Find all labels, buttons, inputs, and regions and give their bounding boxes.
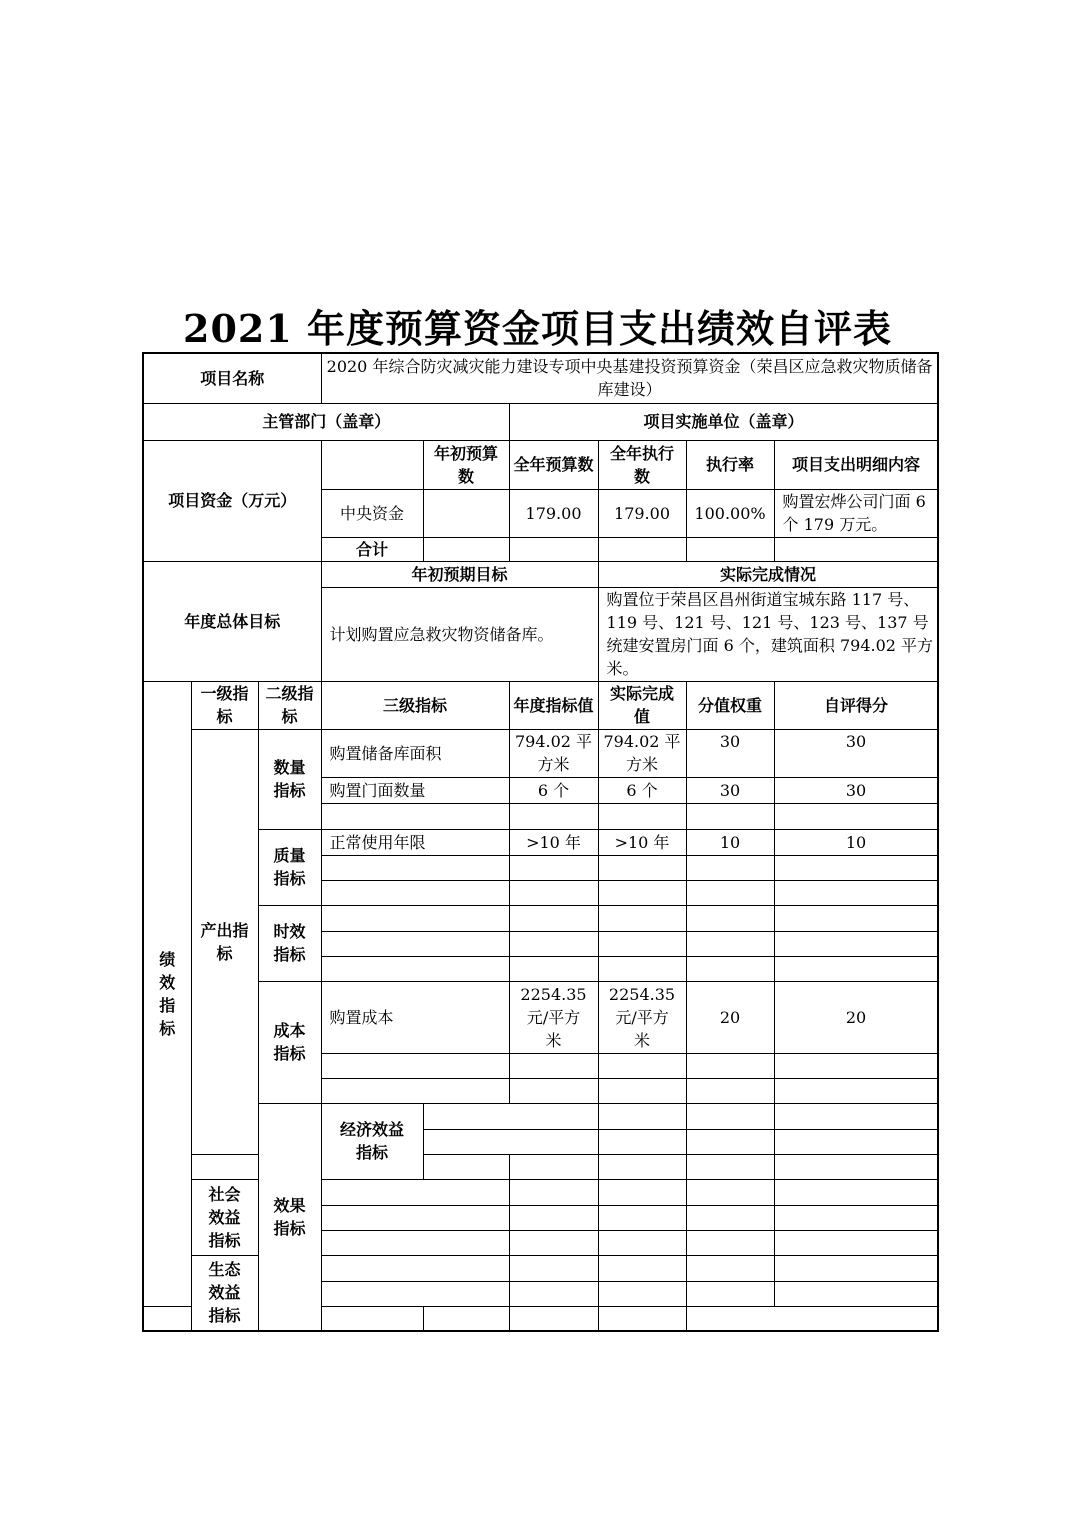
empty-cell [686,1053,774,1078]
page-title: 2021 年度预算资金项目支出绩效自评表 [183,306,892,351]
empty-cell [321,1053,509,1078]
empty-cell [686,855,774,880]
empty-cell [774,931,938,956]
empty-cell [321,905,509,931]
empty-cell [774,1255,938,1281]
empty-cell [774,956,938,981]
empty-cell [598,931,686,956]
empty-cell [598,1078,686,1103]
economic-label: 经济效益指标 [321,1103,423,1179]
c1-weight: 20 [686,981,774,1053]
funds-central-rate: 100.00% [686,489,774,537]
cost-label: 成本指标 [258,981,321,1103]
empty-cell [686,1103,774,1129]
ql1-name: 正常使用年限 [321,829,509,855]
empty-cell [686,880,774,905]
empty-cell [509,931,598,956]
empty-cell [509,855,598,880]
empty-cell [598,1306,686,1331]
empty-cell [509,1053,598,1078]
header-level2: 二级指标 [258,681,321,729]
empty-cell [774,1281,938,1306]
funds-header-blank [321,440,423,489]
empty-cell [686,1205,774,1230]
indicators-side-text: 绩效指标 [159,949,176,1038]
funds-central-initial [423,489,509,537]
output-label: 产出指标 [191,729,258,1154]
empty-cell [686,1179,774,1205]
q2-target: 6 个 [509,777,598,803]
funds-label: 项目资金（万元） [143,440,321,561]
empty-cell [598,1255,686,1281]
empty-cell [686,1230,774,1255]
empty-cell [321,803,509,829]
funds-header-executed: 全年执行数 [598,440,686,489]
empty-cell [191,1154,321,1179]
goal-expected-header: 年初预期目标 [321,561,598,587]
funds-total-initial [423,537,509,561]
funds-total-annual [509,537,598,561]
quantity-label: 数量指标 [258,729,321,829]
project-name-value: 2020 年综合防灾减灾能力建设专项中央基建投资预算资金（荣昌区应急救灾物质储备库建设） [321,353,938,403]
funds-central-detail: 购置宏烨公司门面 6 个 179 万元。 [774,489,938,537]
empty-cell [509,1179,598,1205]
funds-header-detail: 项目支出明细内容 [774,440,938,489]
empty-cell [423,1103,598,1129]
q1-weight: 30 [686,729,774,777]
empty-cell [423,1154,509,1179]
empty-cell [774,1053,938,1078]
q1-name: 购置储备库面积 [321,729,509,777]
q2-name: 购置门面数量 [321,777,509,803]
empty-cell [774,1078,938,1103]
empty-cell [509,1281,598,1306]
q2-score: 30 [774,777,938,803]
empty-cell [598,855,686,880]
empty-cell [598,1281,686,1306]
empty-cell [423,1129,598,1154]
empty-cell [686,905,774,931]
empty-cell [686,803,774,829]
empty-cell [774,855,938,880]
funds-central-executed: 179.00 [598,489,686,537]
effect-label: 效果指标 [258,1103,321,1331]
empty-cell [774,905,938,931]
eco-label: 生态效益指标 [191,1255,258,1331]
header-level1: 一级指标 [191,681,258,729]
empty-cell [774,803,938,829]
timeliness-label: 时效指标 [258,905,321,981]
goal-actual-header: 实际完成情况 [598,561,938,587]
quality-label: 质量指标 [258,829,321,905]
social-label: 社会效益指标 [191,1179,258,1255]
empty-cell [598,880,686,905]
header-level3: 三级指标 [321,681,509,729]
empty-cell [598,1179,686,1205]
empty-cell [321,855,509,880]
q1-actual: 794.02 平方米 [598,729,686,777]
empty-cell [321,1255,509,1281]
empty-cell [774,880,938,905]
empty-cell [321,880,509,905]
funds-header-initial: 年初预算数 [423,440,509,489]
empty-cell [598,1129,686,1154]
empty-cell [686,1255,774,1281]
empty-cell [774,1179,938,1205]
funds-total-label: 合计 [321,537,423,561]
empty-cell [321,956,509,981]
empty-cell [686,956,774,981]
empty-cell [774,1103,938,1129]
q1-target: 794.02 平方米 [509,729,598,777]
empty-cell [321,1306,423,1331]
empty-cell [509,880,598,905]
empty-cell [321,1205,509,1230]
empty-cell [598,956,686,981]
funds-total-executed [598,537,686,561]
empty-cell [598,1154,686,1179]
empty-cell [321,1230,509,1255]
empty-cell [598,803,686,829]
empty-cell [686,931,774,956]
c1-name: 购置成本 [321,981,509,1053]
funds-total-rate [686,537,774,561]
funds-central-label: 中央资金 [321,489,423,537]
empty-cell [509,1154,598,1179]
empty-cell [321,931,509,956]
empty-cell [598,1103,686,1129]
funds-header-rate: 执行率 [686,440,774,489]
empty-cell [686,1129,774,1154]
empty-cell [321,1179,509,1205]
empty-cell [509,1205,598,1230]
empty-cell [598,1053,686,1078]
header-weight: 分值权重 [686,681,774,729]
empty-cell [598,1205,686,1230]
funds-central-annual: 179.00 [509,489,598,537]
ql1-target: >10 年 [509,829,598,855]
empty-cell [509,1230,598,1255]
empty-cell [423,1306,509,1331]
empty-cell [598,1230,686,1255]
empty-cell [774,1205,938,1230]
goal-actual: 购置位于荣昌区昌州街道宝城东路 117 号、119 号、121 号、121 号、123 号、137 号统建安置房门面 6 个，建筑面积 794.02 平方米。 [598,587,938,681]
empty-cell [774,1129,938,1154]
empty-cell [509,956,598,981]
funds-header-annual: 全年预算数 [509,440,598,489]
empty-cell [321,1078,509,1103]
c1-score: 20 [774,981,938,1053]
empty-cell [509,1306,598,1331]
empty-cell [509,905,598,931]
empty-cell [774,1230,938,1255]
c1-actual: 2254.35 元/平方米 [598,981,686,1053]
empty-cell [598,905,686,931]
goal-label: 年度总体目标 [143,561,321,681]
funds-total-detail [774,537,938,561]
ql1-score: 10 [774,829,938,855]
unit-label: 项目实施单位（盖章） [509,403,938,440]
header-target: 年度指标值 [509,681,598,729]
indicators-side-label [143,681,191,1306]
empty-cell [509,1078,598,1103]
q1-score: 30 [774,729,938,777]
empty-cell [509,803,598,829]
ql1-weight: 10 [686,829,774,855]
evaluation-table [142,352,939,1332]
q2-actual: 6 个 [598,777,686,803]
empty-cell [686,1281,774,1306]
goal-expected: 计划购置应急救灾物资储备库。 [321,587,598,681]
empty-cell [321,1281,509,1306]
header-score: 自评得分 [774,681,938,729]
ql1-actual: >10 年 [598,829,686,855]
dept-label: 主管部门（盖章） [143,403,509,440]
empty-cell [509,1255,598,1281]
empty-cell [686,1154,774,1179]
project-name-label: 项目名称 [143,353,321,403]
empty-cell [686,1078,774,1103]
q2-weight: 30 [686,777,774,803]
c1-target: 2254.35 元/平方米 [509,981,598,1053]
header-actual: 实际完成值 [598,681,686,729]
